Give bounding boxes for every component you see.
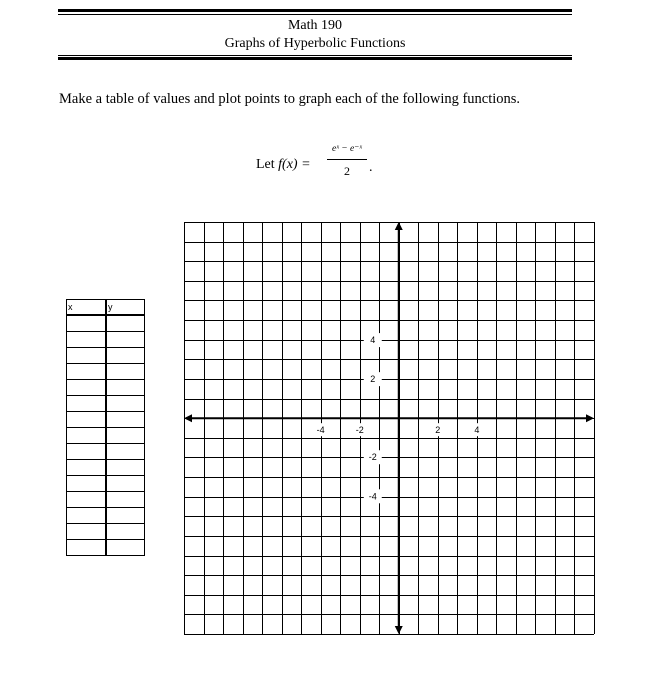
formula-numerator: eˣ − e⁻ˣ xyxy=(332,144,362,154)
table-header-y: y xyxy=(108,302,113,312)
instructions: Make a table of values and plot points to graph each of the following functions. xyxy=(59,91,521,107)
page-title: Graphs of Hyperbolic Functions xyxy=(224,36,406,51)
header-top-rule-thick xyxy=(58,9,572,12)
graph-canvas[interactable] xyxy=(183,221,595,635)
x-tick-label: -2 xyxy=(355,425,364,436)
course-title: Math 190 xyxy=(287,18,343,33)
value-table xyxy=(66,299,145,556)
value-table-grid xyxy=(66,299,145,556)
header-bottom-rule-thin xyxy=(58,55,572,56)
x-tick-label: -4 xyxy=(316,425,325,436)
fraction-bar xyxy=(327,159,367,160)
formula-lhs xyxy=(256,157,311,173)
x-axis-arrow-right xyxy=(586,414,594,422)
x-axis-arrow-left xyxy=(184,414,192,422)
y-axis-arrow-down xyxy=(395,626,403,634)
formula-denominator: 2 xyxy=(344,164,350,178)
y-tick-label: 2 xyxy=(370,374,376,385)
let-word: Let xyxy=(256,157,275,172)
formula-period: . xyxy=(369,160,373,175)
y-tick-label: -4 xyxy=(368,491,377,502)
x-tick-label: 4 xyxy=(474,425,480,436)
x-tick-label: 2 xyxy=(435,425,441,436)
y-axis-arrow-up xyxy=(395,222,403,230)
y-tick-label: 4 xyxy=(370,335,376,346)
header-bottom-rule-thick xyxy=(58,57,572,60)
function-definition xyxy=(256,143,416,185)
y-tick-label: -2 xyxy=(368,452,377,463)
formula-fraction xyxy=(327,143,367,178)
coordinate-grid[interactable] xyxy=(183,221,595,635)
header-top-rule-thin xyxy=(58,14,572,15)
table-header-x: x xyxy=(68,302,73,312)
function-name: f(x) = xyxy=(278,157,311,172)
